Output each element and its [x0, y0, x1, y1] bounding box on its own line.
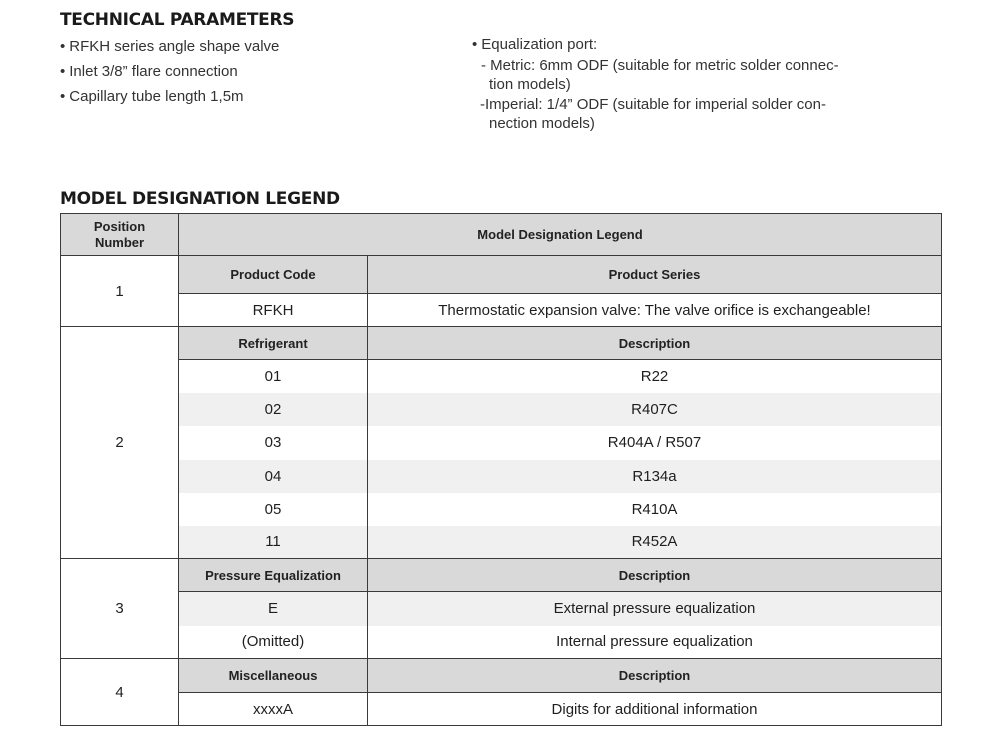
column-header-description: Description: [368, 659, 942, 693]
column-header-pressure-equalization: Pressure Equalization: [179, 559, 368, 592]
column-header-product-series: Product Series: [368, 256, 942, 294]
table-row: [61, 393, 942, 426]
table-row: [61, 360, 942, 393]
table-cell-description: R22: [368, 360, 942, 393]
bullet-item: • RFKH series angle shape valve: [60, 37, 279, 62]
technical-parameters-heading: TECHNICAL PARAMETERS: [60, 10, 295, 30]
table-row: [61, 526, 942, 559]
position-number-1: 1: [61, 256, 179, 327]
table-cell-description: R407C: [368, 393, 942, 426]
technical-bullet-list: [60, 37, 279, 112]
table-cell-code: 05: [179, 493, 368, 526]
column-header-description: Description: [368, 559, 942, 592]
table-cell-description: Internal pressure equalization: [368, 626, 942, 659]
position-number-4: 4: [61, 659, 179, 726]
table-cell-code: xxxxA: [179, 693, 368, 726]
equalization-heading: • Equalization port:: [472, 35, 839, 54]
equalization-port-block: [472, 35, 839, 133]
table-row: [61, 426, 942, 460]
table-cell-code: 11: [179, 526, 368, 559]
table-cell-code: (Omitted): [179, 626, 368, 659]
imperial-line: -Imperial: 1/4” ODF (suitable for imperial solder con-: [480, 96, 826, 113]
column-header-refrigerant: Refrigerant: [179, 327, 368, 360]
table-cell-code: 04: [179, 460, 368, 493]
imperial-line-continued: nection models): [489, 115, 595, 132]
table-cell-code: 01: [179, 360, 368, 393]
table-row: [61, 693, 942, 726]
table-cell-description: R134a: [368, 460, 942, 493]
table-cell-code: 02: [179, 393, 368, 426]
table-row: [61, 493, 942, 526]
metric-line-continued: tion models): [489, 76, 571, 93]
column-header-description: Description: [368, 327, 942, 360]
table-cell-description: R404A / R507: [368, 426, 942, 460]
table-row: [61, 460, 942, 493]
table-cell-code: E: [179, 592, 368, 626]
table-cell-description: External pressure equalization: [368, 592, 942, 626]
position-number-header: Position Number: [61, 214, 179, 256]
position-number-2: 2: [61, 327, 179, 559]
metric-line: - Metric: 6mm ODF (suitable for metric solder connec-: [481, 57, 839, 74]
table-cell-description: R452A: [368, 526, 942, 559]
model-designation-heading: MODEL DESIGNATION LEGEND: [60, 189, 340, 209]
table-row: [61, 592, 942, 626]
bullet-item: • Inlet 3/8” flare connection: [60, 62, 279, 87]
column-header-product-code: Product Code: [179, 256, 368, 294]
table-cell-description: R410A: [368, 493, 942, 526]
table-cell-code: RFKH: [179, 294, 368, 327]
model-designation-table: [60, 213, 942, 726]
table-cell-description: Thermostatic expansion valve: The valve orifice is exchangeable!: [368, 294, 942, 327]
table-cell-description: Digits for additional information: [368, 693, 942, 726]
table-row: [61, 626, 942, 659]
column-header-miscellaneous: Miscellaneous: [179, 659, 368, 693]
table-cell-code: 03: [179, 426, 368, 460]
model-legend-header: Model Designation Legend: [179, 214, 942, 256]
position-number-3: 3: [61, 559, 179, 659]
bullet-item: • Capillary tube length 1,5m: [60, 87, 279, 112]
